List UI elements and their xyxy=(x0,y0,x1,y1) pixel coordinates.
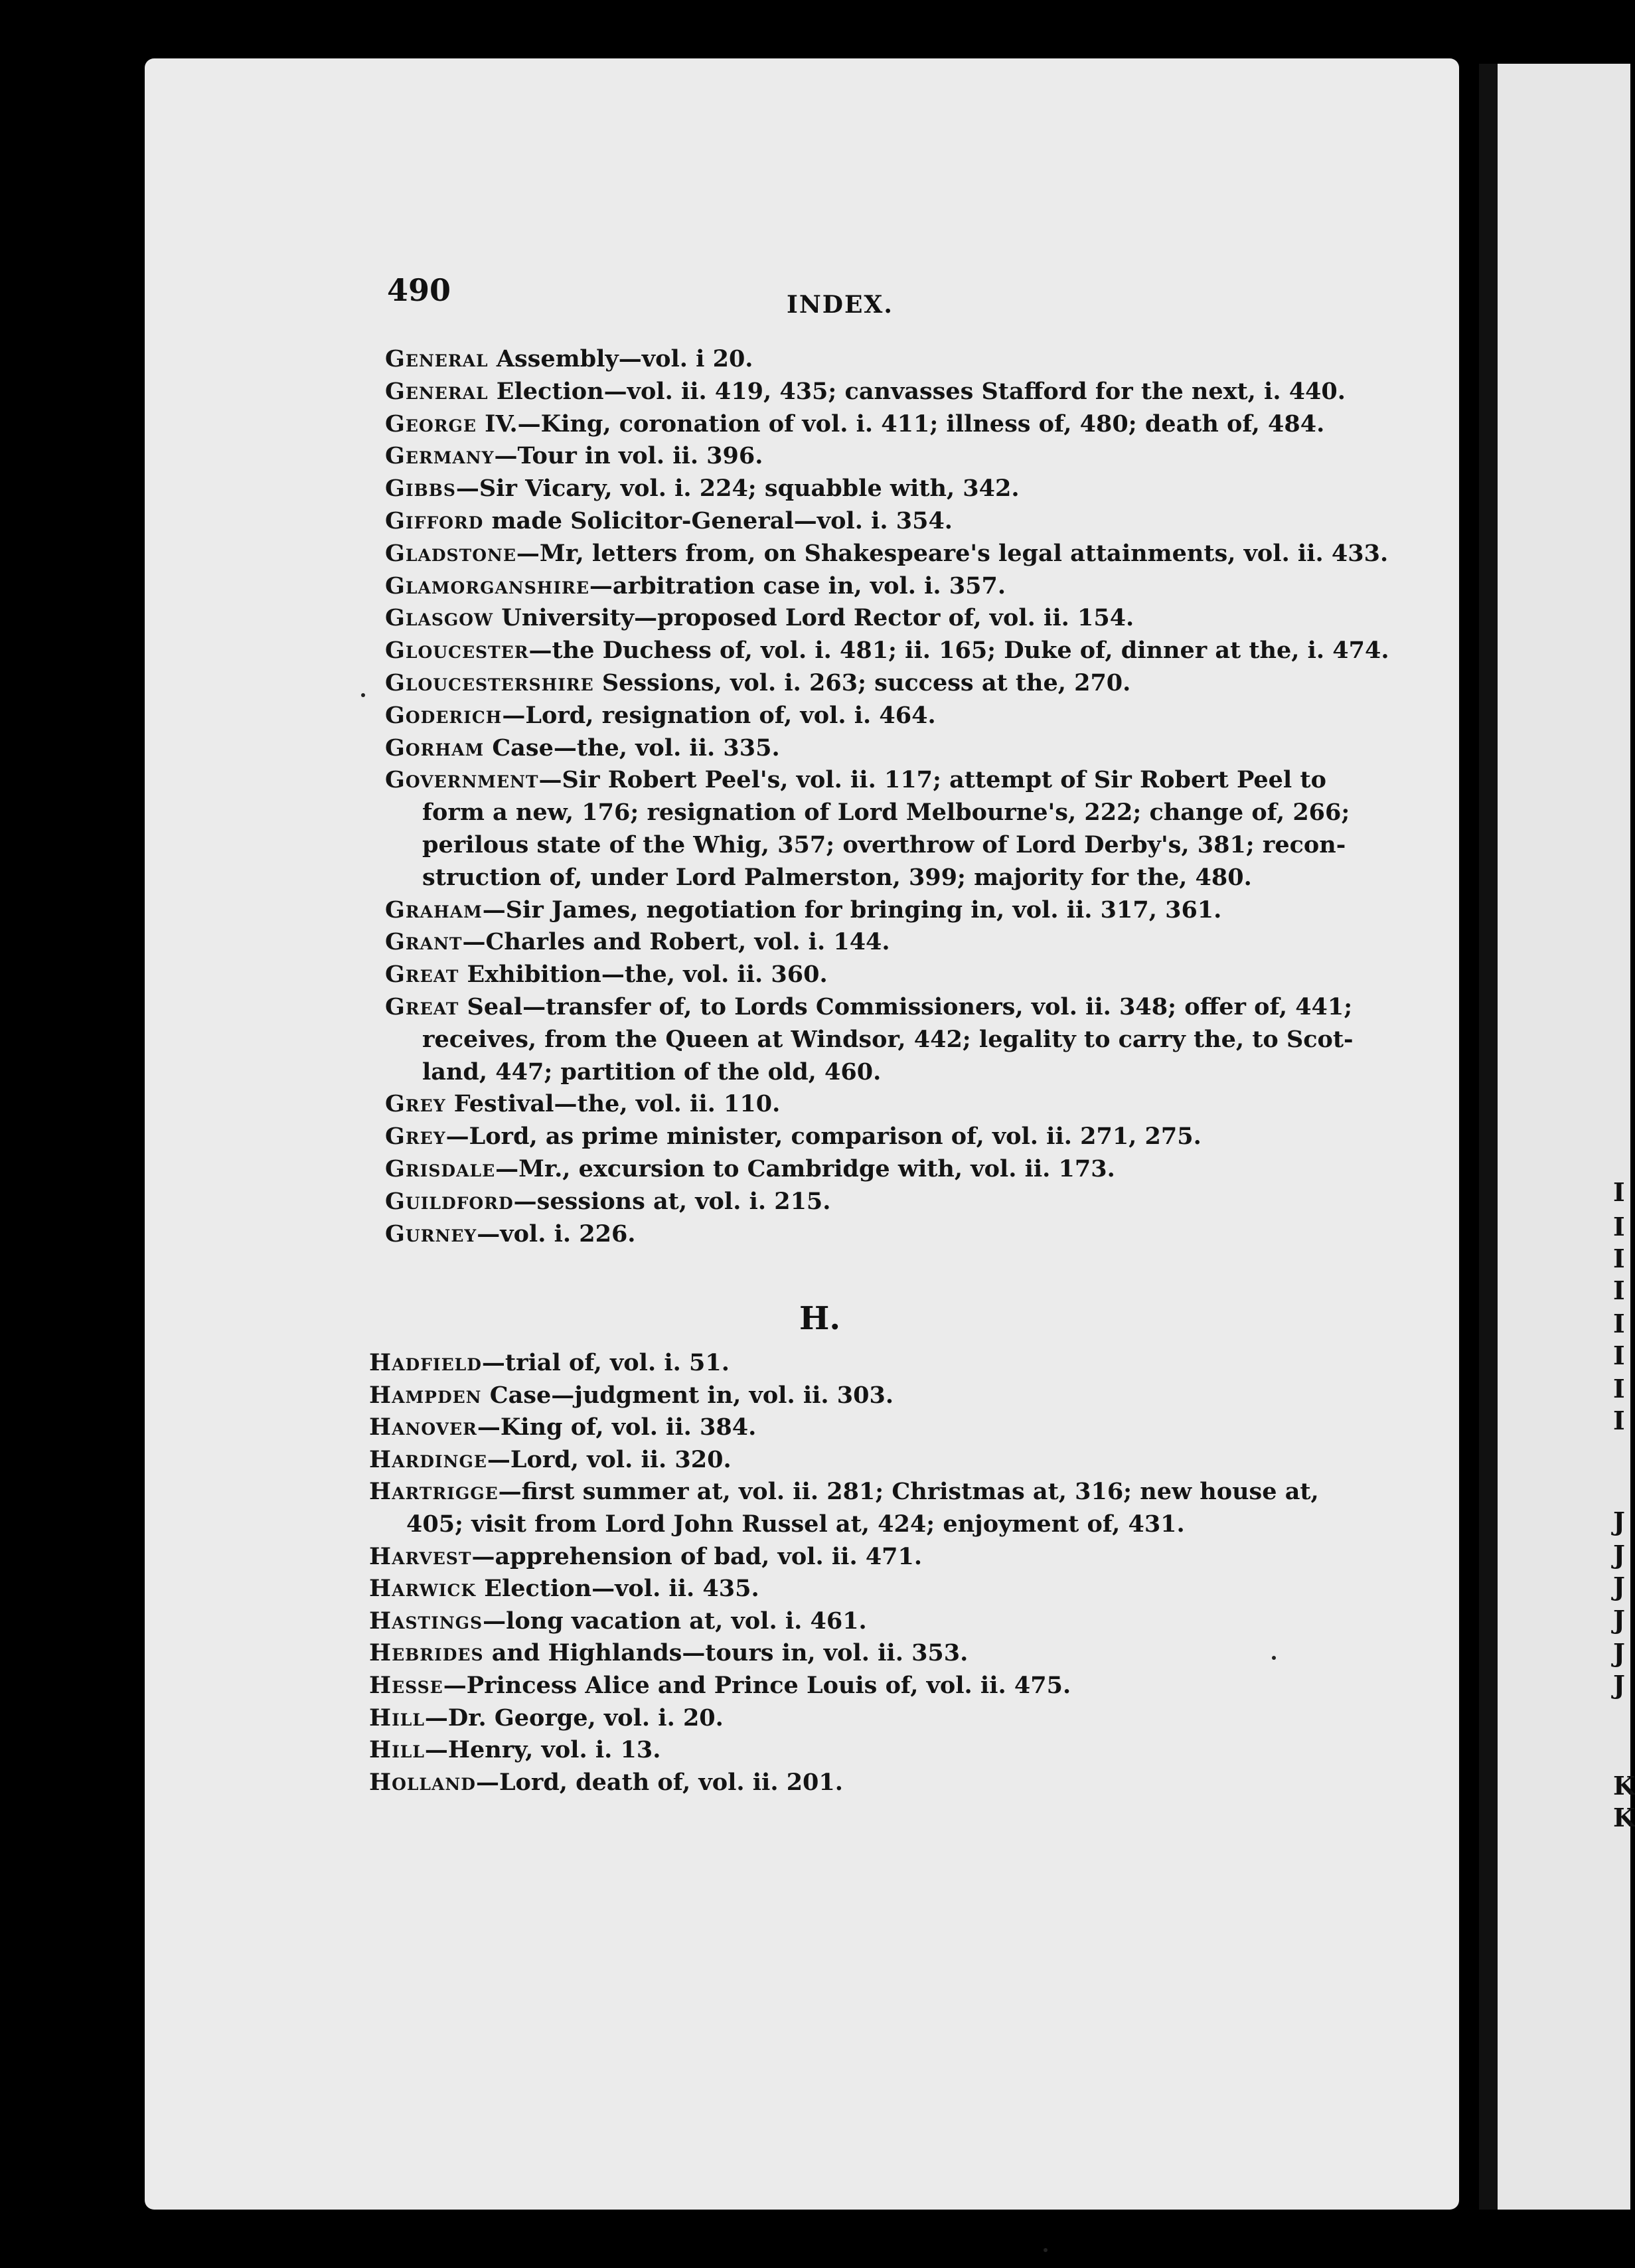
entry-text: IV.—King, coronation of vol. i. 411; illness of, 480; death of, 484. xyxy=(476,410,1325,438)
entry-heading: Goderich xyxy=(385,701,503,729)
entry-heading: Hesse xyxy=(369,1672,443,1699)
facing-page-letter: I xyxy=(1613,1309,1625,1338)
entry-text: —Charles and Robert, vol. i. 144. xyxy=(462,928,890,956)
index-entry xyxy=(369,1605,1285,1637)
entry-heading: Hebrides xyxy=(369,1639,484,1667)
index-entry xyxy=(385,1185,1301,1218)
entry-text: —vol. i. 226. xyxy=(477,1220,636,1248)
index-entry xyxy=(385,505,1301,537)
entry-heading: Hardinge xyxy=(369,1445,487,1473)
index-entry xyxy=(385,958,1301,991)
index-entry xyxy=(385,472,1301,505)
index-entry xyxy=(385,408,1325,440)
entry-heading: George xyxy=(385,410,477,438)
entry-heading: Germany xyxy=(385,442,495,470)
index-entry xyxy=(385,634,1389,667)
index-entry xyxy=(385,926,1301,958)
index-entry xyxy=(369,1475,1319,1540)
entry-text: —Mr, letters from, on Shakespeare's legal attainments, vol. ii. 433. xyxy=(516,539,1389,567)
entry-text: —Princess Alice and Prince Louis of, vol. ii. 475. xyxy=(443,1672,1071,1699)
entry-heading: Great xyxy=(385,993,459,1020)
index-entry xyxy=(385,375,1346,408)
entry-heading: Harvest xyxy=(369,1542,472,1570)
entry-text: and Highlands—tours in, vol. ii. 353. xyxy=(483,1639,969,1667)
entry-heading: Grey xyxy=(385,1090,446,1118)
entry-heading: General xyxy=(385,377,489,405)
index-entry xyxy=(385,537,1389,570)
entry-heading: Holland xyxy=(369,1768,476,1796)
entry-heading: Great xyxy=(385,961,459,989)
entry-heading: Hill xyxy=(369,1704,425,1732)
index-entry xyxy=(385,343,1301,375)
index-entry xyxy=(385,1153,1301,1185)
facing-page-letter: J xyxy=(1613,1540,1625,1570)
entry-text: —Dr. George, vol. i. 20. xyxy=(424,1704,724,1732)
index-entry xyxy=(369,1702,1285,1734)
entry-heading: Hartrigge xyxy=(369,1478,499,1506)
page-number: 490 xyxy=(387,272,451,308)
print-speck xyxy=(361,693,365,697)
entry-heading: Gloucester xyxy=(385,637,529,665)
entry-text: Exhibition—the, vol. ii. 360. xyxy=(459,961,828,989)
entry-heading: Government xyxy=(385,766,539,794)
facing-page-letter: I xyxy=(1613,1244,1625,1273)
entry-text: Assembly—vol. i 20. xyxy=(488,345,753,372)
entry-text: Seal—transfer of, to Lords Commissioners, vol. ii. 348; offer of, 441; xyxy=(459,993,1353,1020)
facing-page-letter: J xyxy=(1613,1670,1625,1700)
entry-text: —King of, vol. ii. 384. xyxy=(477,1414,757,1441)
entry-heading: Graham xyxy=(385,896,483,924)
entry-heading: Gurney xyxy=(385,1220,477,1248)
index-entry xyxy=(369,1637,1285,1669)
index-entry xyxy=(385,699,1301,732)
entry-text: Election—vol. ii. 419, 435; canvasses Stafford for the next, i. 440. xyxy=(488,377,1346,405)
facing-page-letter: I xyxy=(1613,1275,1625,1305)
index-entry xyxy=(385,894,1301,926)
entry-heading: Harwick xyxy=(369,1575,477,1603)
index-entry xyxy=(385,732,1301,764)
index-entry xyxy=(385,602,1301,634)
entry-text: made Solicitor-General—vol. i. 354. xyxy=(483,507,953,534)
entry-text: —Lord, resignation of, vol. i. 464. xyxy=(502,701,936,729)
entry-text: Sessions, vol. i. 263; success at the, 270. xyxy=(593,669,1131,696)
entry-heading: Glamorganshire xyxy=(385,572,589,600)
facing-page-letter: J xyxy=(1613,1638,1625,1668)
facing-page-letter: K xyxy=(1613,1803,1635,1832)
entry-text: —trial of, vol. i. 51. xyxy=(481,1349,730,1376)
entry-text: —Sir James, negotiation for bringing in, vol. ii. 317, 361. xyxy=(482,896,1222,924)
index-entry xyxy=(385,570,1301,602)
facing-page-letter: J xyxy=(1613,1605,1625,1635)
entry-text: Case—judgment in, vol. ii. 303. xyxy=(481,1381,894,1409)
entry-text: —first summer at, vol. ii. 281; Christmas at, 316; new house at, xyxy=(498,1478,1319,1506)
index-entry xyxy=(369,1379,1285,1412)
index-entry xyxy=(385,667,1301,699)
index-entry xyxy=(369,1669,1285,1702)
section-letter-h: H. xyxy=(799,1300,841,1337)
page-gutter xyxy=(1479,64,1498,2210)
print-speck xyxy=(1044,2248,1048,2252)
entry-heading: Hadfield xyxy=(369,1349,482,1376)
entry-heading: Gifford xyxy=(385,507,484,534)
entry-text: —apprehension of bad, vol. ii. 471. xyxy=(471,1542,923,1570)
entry-continuation: 405; visit from Lord John Russel at, 424; enjoyment of, 431. xyxy=(406,1510,1185,1538)
entry-text: Case—the, vol. ii. 335. xyxy=(484,734,780,762)
index-entry xyxy=(369,1540,1285,1573)
entry-continuation: struction of, under Lord Palmerston, 399; majority for the, 480. xyxy=(422,864,1252,892)
entry-heading: Grant xyxy=(385,928,463,956)
entry-continuation: land, 447; partition of the old, 460. xyxy=(422,1058,882,1086)
index-entry xyxy=(369,1443,1285,1476)
index-entry xyxy=(369,1572,1285,1605)
index-entry xyxy=(369,1734,1285,1766)
entry-text: —Sir Robert Peel's, vol. ii. 117; attempt of Sir Robert Peel to xyxy=(538,766,1326,794)
index-entry xyxy=(369,1411,1285,1443)
entry-continuation: form a new, 176; resignation of Lord Melbourne's, 222; change of, 266; xyxy=(422,799,1350,827)
entry-text: —long vacation at, vol. i. 461. xyxy=(483,1607,867,1635)
entry-heading: Grisdale xyxy=(385,1155,496,1182)
entry-continuation: receives, from the Queen at Windsor, 442; legality to carry the, to Scot- xyxy=(422,1026,1354,1053)
entry-text: —Sir Vicary, vol. i. 224; squabble with, 342. xyxy=(455,475,1020,503)
entry-heading: Gibbs xyxy=(385,475,456,503)
entry-text: —Lord, as prime minister, comparison of, vol. ii. 271, 275. xyxy=(445,1123,1202,1151)
facing-page-letter: I xyxy=(1613,1340,1625,1370)
index-entry xyxy=(385,440,1301,472)
facing-page-letter: I xyxy=(1613,1406,1625,1435)
entry-text: —Lord, death of, vol. ii. 201. xyxy=(475,1768,843,1796)
entry-text: —the Duchess of, vol. i. 481; ii. 165; Duke of, dinner at the, i. 474. xyxy=(528,637,1389,665)
facing-page-letter: J xyxy=(1613,1506,1625,1536)
entry-text: —sessions at, vol. i. 215. xyxy=(513,1187,831,1215)
entry-heading: Hampden xyxy=(369,1381,482,1409)
entry-text: —Tour in vol. ii. 396. xyxy=(494,442,763,470)
entry-text: University—proposed Lord Rector of, vol. ii. 154. xyxy=(493,604,1134,632)
entry-heading: Gloucestershire xyxy=(385,669,594,696)
entry-heading: Gorham xyxy=(385,734,485,762)
index-entry xyxy=(369,1346,1285,1379)
entry-heading: Guildford xyxy=(385,1187,514,1215)
index-entry xyxy=(385,1088,1301,1120)
entry-text: —Mr., excursion to Cambridge with, vol. ii. 173. xyxy=(495,1155,1115,1182)
print-speck xyxy=(1272,1656,1276,1660)
index-entry xyxy=(369,1766,1285,1799)
entry-heading: Gladstone xyxy=(385,539,516,567)
entry-heading: Grey xyxy=(385,1123,446,1151)
entry-text: Election—vol. ii. 435. xyxy=(476,1575,759,1603)
entry-heading: General xyxy=(385,345,489,372)
entry-text: —Lord, vol. ii. 320. xyxy=(487,1445,732,1473)
index-entry xyxy=(385,991,1354,1088)
facing-page-letter: J xyxy=(1613,1572,1625,1601)
entry-continuation: perilous state of the Whig, 357; overthrow of Lord Derby's, 381; recon- xyxy=(422,831,1346,859)
entry-heading: Hill xyxy=(369,1736,425,1764)
index-entry xyxy=(385,1120,1301,1153)
index-entry xyxy=(385,764,1350,894)
facing-page-letter: I xyxy=(1613,1374,1625,1404)
facing-page-letter: I xyxy=(1613,1212,1625,1242)
running-header: INDEX. xyxy=(787,291,894,319)
entry-text: —Henry, vol. i. 13. xyxy=(424,1736,661,1764)
facing-page-letter: I xyxy=(1613,1177,1625,1207)
entry-heading: Glasgow xyxy=(385,604,494,632)
entry-heading: Hastings xyxy=(369,1607,483,1635)
entry-text: —arbitration case in, vol. i. 357. xyxy=(589,572,1006,600)
facing-page-letter: K xyxy=(1613,1771,1635,1801)
facing-page xyxy=(1479,64,1635,2210)
entry-heading: Hanover xyxy=(369,1414,477,1441)
entry-text: Festival—the, vol. ii. 110. xyxy=(445,1090,781,1118)
index-entry xyxy=(385,1218,1301,1250)
